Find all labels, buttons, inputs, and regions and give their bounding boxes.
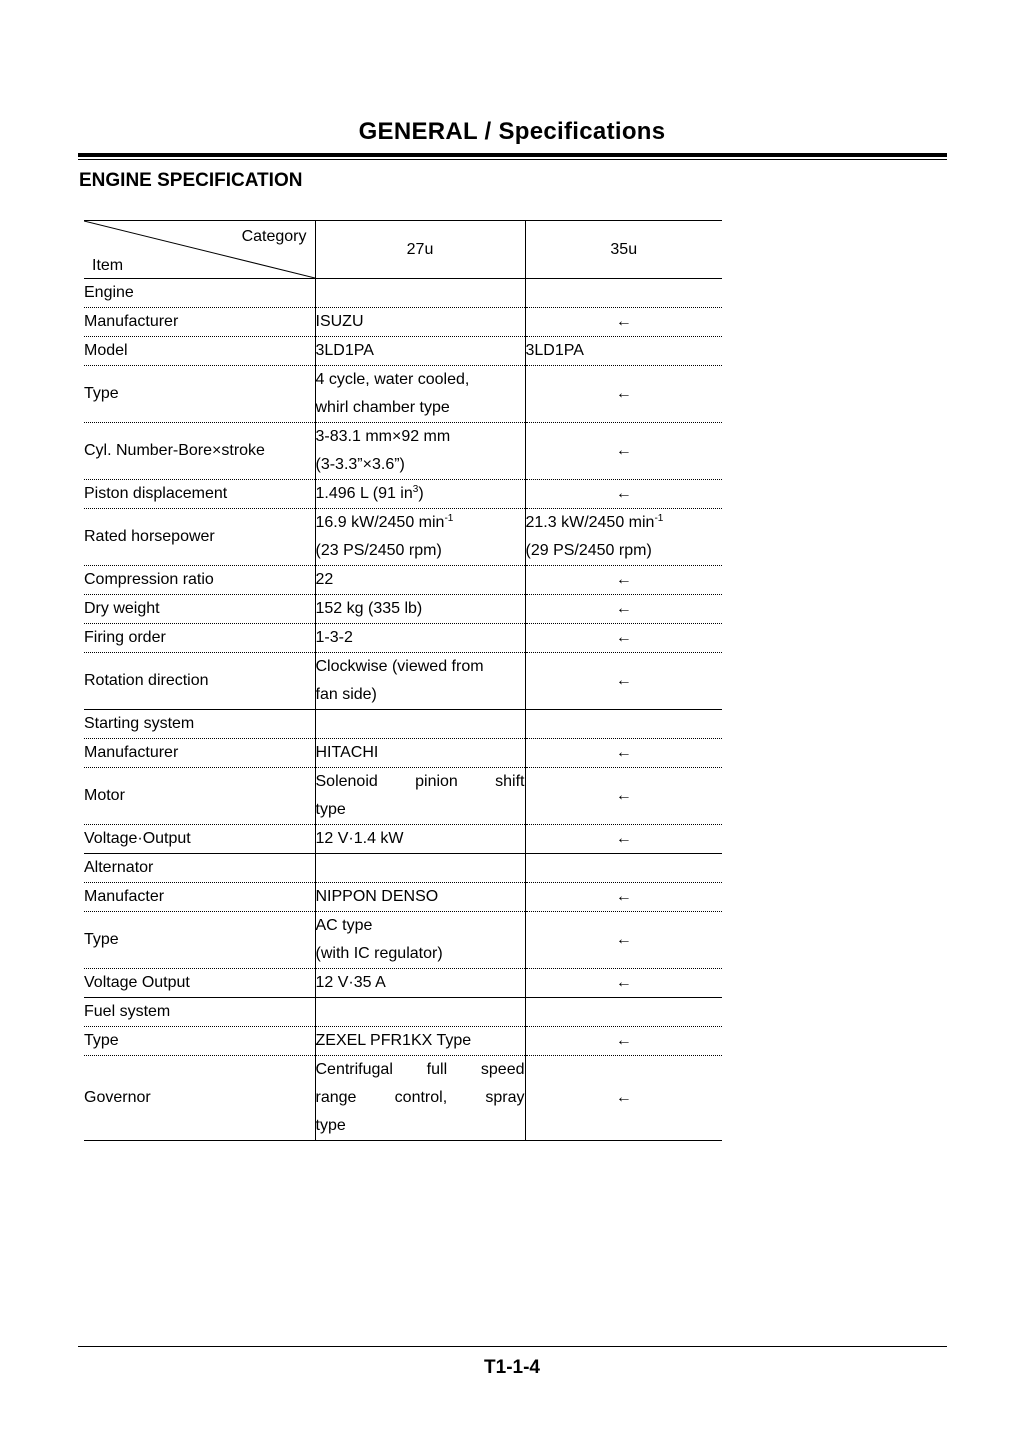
table-row [84, 1027, 722, 1056]
same-as-left-arrow: ← [525, 595, 722, 624]
value-27u: 12 V·35 A [315, 969, 525, 998]
same-as-left-arrow: ← [525, 480, 722, 509]
same-as-left-arrow: ← [525, 768, 722, 825]
table-row [84, 739, 722, 768]
value-27u [315, 653, 525, 710]
engine-spec-table [84, 220, 722, 1141]
item-label: Compression ratio [84, 571, 214, 588]
table-row [84, 308, 722, 337]
value-line: whirl chamber type [315, 399, 450, 416]
value-27u [315, 1056, 525, 1141]
item-label: Manufacturer [84, 744, 179, 761]
value-35u [525, 998, 722, 1027]
table-row [84, 566, 722, 595]
value-35u [525, 509, 722, 566]
value-27u: HITACHI [315, 739, 525, 768]
value-27u [315, 279, 525, 308]
value-27u: ISUZU [315, 308, 525, 337]
value-text: 21.3 kW/2450 min [525, 514, 655, 531]
table-row [84, 969, 722, 998]
header-diagonal-cell [84, 221, 315, 279]
same-as-left-arrow: ← [525, 423, 722, 480]
item-label: Dry weight [84, 600, 160, 617]
value-text: 1.496 L (91 in [315, 485, 413, 502]
table-row [84, 423, 722, 480]
category-label: Alternator [84, 859, 154, 876]
value-27u: 12 V·1.4 kW [315, 825, 525, 854]
item-label: Piston displacement [84, 485, 228, 502]
section-heading: ENGINE SPECIFICATION [79, 170, 303, 191]
table-row [84, 509, 722, 566]
title-rule-thick [78, 153, 947, 157]
value-35u [525, 854, 722, 883]
value-27u [315, 998, 525, 1027]
category-label: Engine [84, 284, 134, 301]
item-label: Manufacter [84, 888, 165, 905]
value-27u [315, 423, 525, 480]
item-label: Cyl. Number-Bore×stroke [84, 442, 265, 459]
item-label: Type [84, 931, 119, 948]
table-row [84, 366, 722, 423]
table-row [84, 825, 722, 854]
table-row [84, 883, 722, 912]
item-label: Voltage Output [84, 974, 190, 991]
table-row [84, 653, 722, 710]
value-line: Solenoid pinion shift [315, 773, 525, 790]
table-row [84, 1056, 722, 1141]
value-line: (3-3.3”×3.6”) [315, 456, 405, 473]
item-label: Firing order [84, 629, 166, 646]
value-27u: ZEXEL PFR1KX Type [315, 1027, 525, 1056]
value-line: AC type [315, 917, 373, 934]
table-header-row [84, 221, 722, 279]
page-title: GENERAL / Specifications [358, 118, 666, 145]
same-as-left-arrow: ← [525, 366, 722, 423]
same-as-left-arrow: ← [525, 653, 722, 710]
superscript: 3 [412, 484, 419, 495]
value-line: (with IC regulator) [315, 945, 443, 962]
value-line: Clockwise (viewed from [315, 658, 484, 675]
table-row [84, 595, 722, 624]
value-line: (23 PS/2450 rpm) [315, 542, 442, 559]
value-line: 4 cycle, water cooled, [315, 371, 470, 388]
item-label: Manufacturer [84, 313, 179, 330]
value-27u [315, 480, 525, 509]
value-text: 16.9 kW/2450 min [315, 514, 445, 531]
value-line: type [315, 1117, 346, 1134]
same-as-left-arrow: ← [525, 1056, 722, 1141]
item-label: Rotation direction [84, 672, 209, 689]
value-27u [315, 854, 525, 883]
value-line: type [315, 801, 346, 818]
value-line: (29 PS/2450 rpm) [525, 542, 652, 559]
item-label: Rated horsepower [84, 528, 215, 545]
same-as-left-arrow: ← [525, 912, 722, 969]
header-category-label: Category [241, 228, 307, 245]
table-row [84, 998, 722, 1027]
same-as-left-arrow: ← [525, 1027, 722, 1056]
table-row [84, 624, 722, 653]
value-27u [315, 912, 525, 969]
value-line: 3-83.1 mm×92 mm [315, 428, 451, 445]
value-35u [525, 279, 722, 308]
item-label: Motor [84, 787, 125, 804]
same-as-left-arrow: ← [525, 624, 722, 653]
value-line: range control, spray [315, 1089, 525, 1106]
same-as-left-arrow: ← [525, 566, 722, 595]
item-label: Type [84, 1032, 119, 1049]
superscript: -1 [654, 513, 664, 524]
value-35u: 3LD1PA [525, 337, 722, 366]
page-number: T1-1-4 [484, 1357, 540, 1378]
table-row [84, 279, 722, 308]
category-label: Starting system [84, 715, 195, 732]
value-27u: 152 kg (335 lb) [315, 595, 525, 624]
value-27u: 3LD1PA [315, 337, 525, 366]
value-27u: 1-3-2 [315, 624, 525, 653]
table-row [84, 480, 722, 509]
table-row [84, 854, 722, 883]
value-27u [315, 710, 525, 739]
item-label: Governor [84, 1089, 151, 1106]
same-as-left-arrow: ← [525, 883, 722, 912]
table-row [84, 337, 722, 366]
header-item-label: Item [92, 257, 124, 274]
value-27u [315, 768, 525, 825]
superscript: -1 [444, 513, 454, 524]
same-as-left-arrow: ← [525, 969, 722, 998]
header-col-27u: 27u [315, 221, 525, 279]
footer-rule [78, 1346, 947, 1347]
item-label: Voltage·Output [84, 830, 191, 847]
item-label: Type [84, 385, 119, 402]
value-27u [315, 366, 525, 423]
category-label: Fuel system [84, 1003, 171, 1020]
value-27u: NIPPON DENSO [315, 883, 525, 912]
same-as-left-arrow: ← [525, 308, 722, 337]
table-row [84, 768, 722, 825]
item-label: Model [84, 342, 128, 359]
title-rule-thin [78, 159, 947, 160]
value-line: Centrifugal full speed [315, 1061, 525, 1078]
value-27u [315, 509, 525, 566]
value-35u [525, 710, 722, 739]
value-text: ) [418, 485, 424, 502]
same-as-left-arrow: ← [525, 825, 722, 854]
header-col-35u: 35u [525, 221, 722, 279]
table-row [84, 710, 722, 739]
table-row [84, 912, 722, 969]
value-line: fan side) [315, 686, 377, 703]
value-27u: 22 [315, 566, 525, 595]
same-as-left-arrow: ← [525, 739, 722, 768]
